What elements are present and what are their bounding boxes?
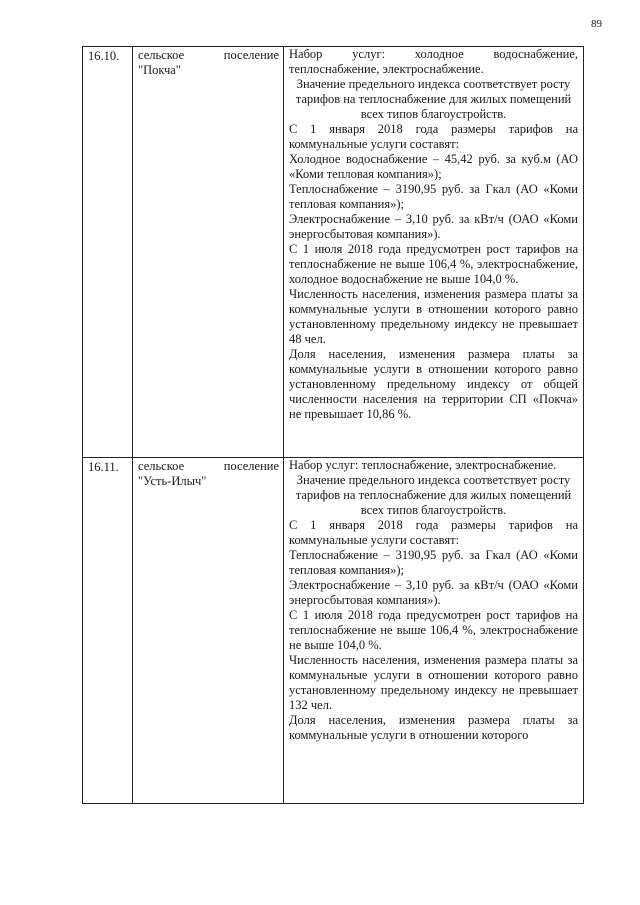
settlement-name: "Покча"	[138, 63, 181, 77]
tariffs-intro-paragraph: С 1 января 2018 года размеры тарифов на коммунальные услуги составят:	[289, 518, 578, 547]
description-cell	[284, 47, 584, 458]
services-paragraph: Набор услуг: теплоснабжение, электроснабжение.	[289, 458, 557, 472]
tariff-table	[82, 46, 584, 804]
power-tariff-paragraph: Электроснабжение – 3,10 руб. за кВт/ч (ОАО «Коми энергосбытовая компания»).	[289, 212, 578, 241]
growth-paragraph: С 1 июля 2018 года предусмотрен рост тарифов на теплоснабжение не выше 106,4 %, электроснабжение не выше 104,0 %.	[289, 608, 578, 652]
settlement-name: "Усть-Илыч"	[138, 474, 207, 488]
water-tariff-paragraph: Холодное водоснабжение – 45,42 руб. за куб.м (АО «Коми тепловая компания»);	[289, 152, 578, 181]
table-row	[83, 458, 584, 804]
services-paragraph: Набор услуг: холодное водоснабжение, теплоснабжение, электроснабжение.	[289, 47, 578, 76]
index-paragraph: Значение предельного индекса соответствует росту тарифов на теплоснабжение для жилых помещений всех типов благоустройств.	[295, 473, 572, 517]
index-paragraph: Значение предельного индекса соответствует росту тарифов на теплоснабжение для жилых помещений всех типов благоустройств.	[295, 77, 572, 121]
heat-tariff-paragraph: Теплоснабжение – 3190,95 руб. за Гкал (АО «Коми тепловая компания»);	[289, 548, 578, 577]
heat-tariff-paragraph: Теплоснабжение – 3190,95 руб. за Гкал (АО «Коми тепловая компания»);	[289, 182, 578, 211]
power-tariff-paragraph: Электроснабжение – 3,10 руб. за кВт/ч (ОАО «Коми энергосбытовая компания»).	[289, 578, 578, 607]
population-paragraph: Численность населения, изменения размера платы за коммунальные услуги в отношении которого равно установленному предельному индексу не превышает 132 чел.	[289, 653, 578, 712]
row-number: 16.10.	[83, 47, 133, 458]
population-share-paragraph: Доля населения, изменения размера платы за коммунальные услуги в отношении которого равно установленному предельному индексу от общей численности населения на территории СП «Покча» не превышает 10,86 %.	[289, 347, 578, 421]
population-share-paragraph: Доля населения, изменения размера платы за коммунальные услуги в отношении которого	[289, 713, 578, 742]
settlement-cell	[133, 458, 284, 804]
table-row	[83, 47, 584, 458]
growth-paragraph: С 1 июля 2018 года предусмотрен рост тарифов на теплоснабжение не выше 106,4 %, электроснабжение, холодное водоснабжение не выше 104,0 %.	[289, 242, 578, 286]
tariffs-intro-paragraph: С 1 января 2018 года размеры тарифов на коммунальные услуги составят:	[289, 122, 578, 151]
settlement-cell	[133, 47, 284, 458]
settlement-type: сельское поселение	[138, 48, 279, 62]
population-paragraph: Численность населения, изменения размера платы за коммунальные услуги в отношении которого равно установленному предельному индексу не превышает 48 чел.	[289, 287, 578, 346]
description-cell	[284, 458, 584, 804]
page-number: 89	[591, 18, 602, 30]
row-number: 16.11.	[83, 458, 133, 804]
settlement-type: сельское поселение	[138, 459, 279, 473]
